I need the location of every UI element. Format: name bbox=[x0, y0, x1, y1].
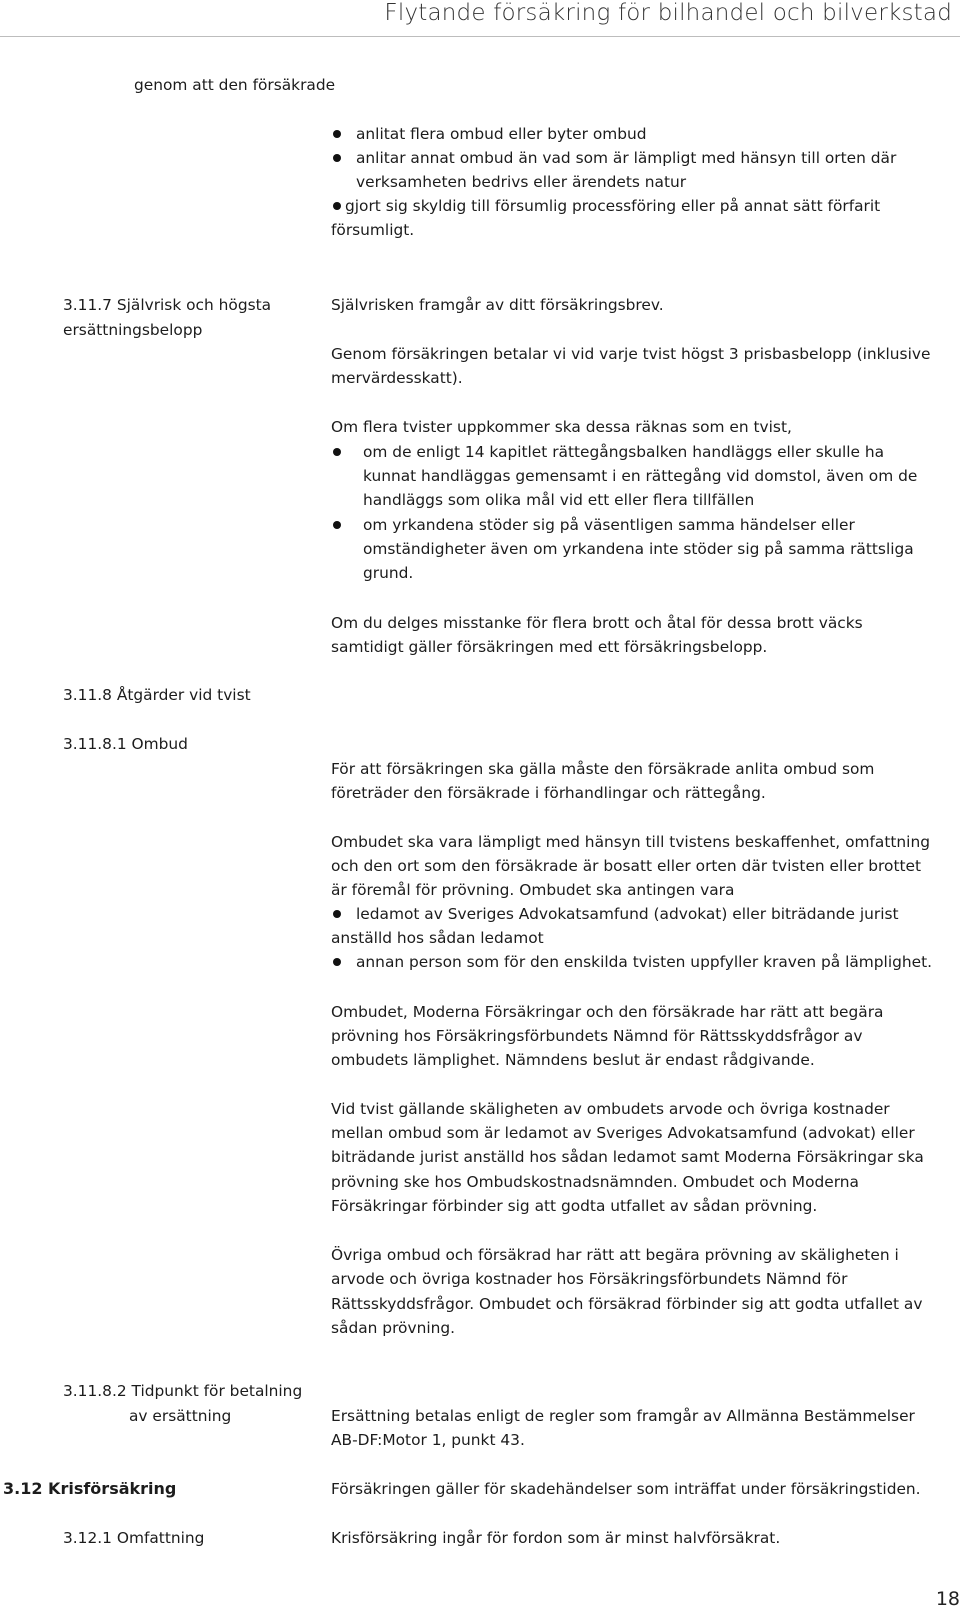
paragraph: Genom försäkringen betalar vi vid varje tvist högst 3 prisbasbelopp (inklusive bbox=[331, 345, 931, 363]
paragraph-line: är föremål för prövning. Ombudet ska antingen vara bbox=[331, 881, 735, 899]
section-heading-3117: 3.11.7 Självrisk och högsta bbox=[63, 296, 272, 314]
bullet-icon bbox=[333, 154, 341, 162]
section-heading-3121: 3.12.1 Omfattning bbox=[63, 1529, 205, 1547]
list-item: om yrkandena stöder sig på väsentligen samma händelser eller bbox=[363, 516, 855, 534]
list-item-continuation: handläggs som olika mål vid ett eller flera tillfällen bbox=[363, 491, 755, 509]
list-item: anlitar annat ombud än vad som är lämpligt med hänsyn till orten där bbox=[356, 149, 897, 167]
paragraph-line: och den ort som den försäkrade är bosatt eller orten där tvisten eller brottet bbox=[331, 857, 922, 875]
section-heading-31182: 3.11.8.2 Tidpunkt för betalning bbox=[63, 1382, 303, 1400]
paragraph: Ombudet ska vara lämpligt med hänsyn till tvistens beskaffenhet, omfattning bbox=[331, 833, 930, 851]
page-number: 18 bbox=[935, 1588, 960, 1610]
paragraph-line: Rättsskyddsfrågor. Ombudet och försäkrad förbinder sig att godta utfallet av bbox=[331, 1295, 923, 1313]
paragraph-line: prövning ske hos Ombudskostnadsnämnden. Ombudet och Moderna bbox=[331, 1173, 859, 1191]
paragraph-line: mervärdesskatt). bbox=[331, 369, 463, 387]
paragraph: Försäkringen gäller för skadehändelser som inträffat under försäkringstiden. bbox=[331, 1480, 921, 1498]
list-item-continuation: anställd hos sådan ledamot bbox=[331, 929, 544, 947]
section-heading-312: 3.12 Krisförsäkring bbox=[3, 1479, 177, 1498]
list-item-continuation: kunnat handläggas gemensamt i en rättegång vid domstol, även om de bbox=[363, 467, 918, 485]
list-item: gjort sig skyldig till försumlig processföring eller på annat sätt förfarit bbox=[345, 197, 881, 215]
paragraph: För att försäkringen ska gälla måste den försäkrade anlita ombud som bbox=[331, 760, 875, 778]
bullet-icon bbox=[333, 521, 341, 529]
paragraph-line: biträdande jurist anställd hos sådan ledamot samt Moderna Försäkringar ska bbox=[331, 1148, 924, 1166]
paragraph: Om flera tvister uppkommer ska dessa räknas som en tvist, bbox=[331, 418, 792, 436]
paragraph: Krisförsäkring ingår för fordon som är minst halvförsäkrat. bbox=[331, 1529, 781, 1547]
list-item: anlitat flera ombud eller byter ombud bbox=[356, 125, 647, 143]
intro-lead: genom att den försäkrade bbox=[134, 76, 336, 94]
bullet-icon bbox=[333, 448, 341, 456]
list-item: annan person som för den enskilda tvisten uppfyller kraven på lämplighet. bbox=[356, 953, 933, 971]
list-item-continuation: verksamheten bedrivs eller ärendets natur bbox=[356, 173, 687, 191]
paragraph: Vid tvist gällande skäligheten av ombudets arvode och övriga kostnader bbox=[331, 1100, 890, 1118]
section-heading-3117-cont: ersättningsbelopp bbox=[63, 321, 203, 339]
bullet-icon bbox=[333, 130, 341, 138]
bullet-icon bbox=[333, 958, 341, 966]
paragraph-line: arvode och övriga kostnader hos Försäkringsförbundets Nämnd för bbox=[331, 1270, 848, 1288]
list-item-continuation: omständigheter även om yrkandena inte stöder sig på samma rättsliga bbox=[363, 540, 914, 558]
paragraph-line: AB-DF:Motor 1, punkt 43. bbox=[331, 1431, 525, 1449]
paragraph-line: Försäkringar förbinder sig att godta utfallet av sådan prövning. bbox=[331, 1197, 818, 1215]
paragraph: Ombudet, Moderna Försäkringar och den försäkrade har rätt att begära bbox=[331, 1003, 884, 1021]
paragraph-line: prövning hos Försäkringsförbundets Nämnd för Rättsskyddsfrågor av bbox=[331, 1027, 863, 1045]
list-item-continuation: försumligt. bbox=[331, 221, 415, 239]
paragraph: Ersättning betalas enligt de regler som framgår av Allmänna Bestämmelser bbox=[331, 1407, 915, 1425]
section-heading-3118: 3.11.8 Åtgärder vid tvist bbox=[63, 686, 251, 704]
list-item: om de enligt 14 kapitlet rättegångsbalken handläggs eller skulle ha bbox=[363, 443, 885, 461]
paragraph: Självrisken framgår av ditt försäkringsbrev. bbox=[331, 296, 664, 314]
paragraph-line: sådan prövning. bbox=[331, 1319, 456, 1337]
list-item-continuation: grund. bbox=[363, 564, 414, 582]
paragraph: Övriga ombud och försäkrad har rätt att begära prövning av skäligheten i bbox=[331, 1246, 899, 1264]
header-divider bbox=[0, 36, 960, 37]
paragraph: Om du delges misstanke för flera brott och åtal för dessa brott väcks bbox=[331, 614, 863, 632]
section-heading-31182-cont: av ersättning bbox=[129, 1407, 232, 1425]
list-item: ledamot av Sveriges Advokatsamfund (advokat) eller biträdande jurist bbox=[356, 905, 899, 923]
section-heading-31181: 3.11.8.1 Ombud bbox=[63, 735, 188, 753]
paragraph-line: ombudets lämplighet. Nämndens beslut är endast rådgivande. bbox=[331, 1051, 815, 1069]
document-header-title: Flytande försäkring för bilhandel och bilverkstad bbox=[384, 0, 952, 26]
paragraph-line: företräder den försäkrade i förhandlingar och rättegång. bbox=[331, 784, 766, 802]
bullet-icon bbox=[333, 202, 341, 210]
bullet-icon bbox=[333, 910, 341, 918]
paragraph-line: samtidigt gäller försäkringen med ett försäkringsbelopp. bbox=[331, 638, 768, 656]
paragraph-line: mellan ombud som är ledamot av Sveriges Advokatsamfund (advokat) eller bbox=[331, 1124, 915, 1142]
